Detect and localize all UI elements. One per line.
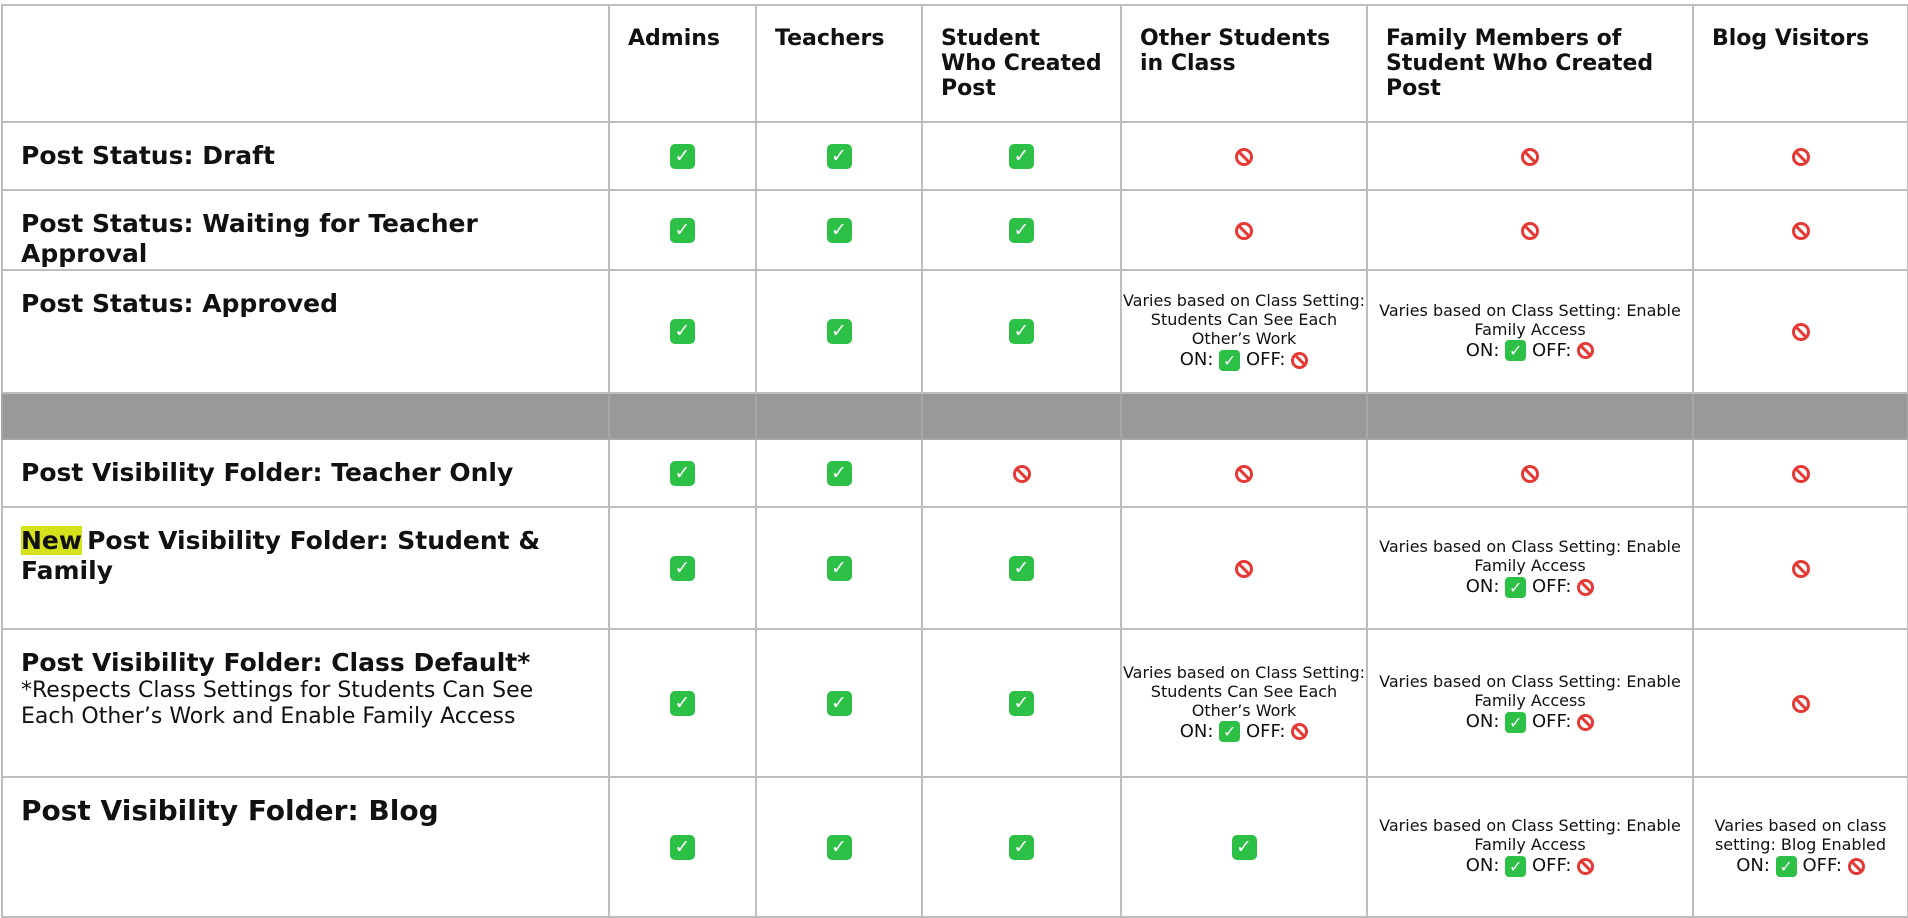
cell-other-students [1121,439,1367,507]
prohibited-icon [1792,148,1810,166]
cell-blog-visitors [1693,439,1908,507]
prohibited-icon [1235,148,1253,166]
header-blank [2,5,609,122]
check-icon: ✓ [1009,691,1034,716]
on-label: ON: [1465,711,1500,732]
check-icon: ✓ [827,556,852,581]
check-icon: ✓ [1776,856,1797,877]
row-title: Post Visibility Folder: Teacher Only [21,458,514,487]
table-row [2,190,1908,270]
varies-note: Varies based on Class Setting: Enable Family Access [1379,816,1681,854]
check-icon: ✓ [827,218,852,243]
separator-cell [2,393,609,439]
separator-cell [1367,393,1693,439]
cell-admins [609,439,756,507]
check-icon: ✓ [1505,577,1526,598]
check-icon: ✓ [1505,856,1526,877]
prohibited-icon [1521,465,1539,483]
prohibited-icon [1792,222,1810,240]
separator-cell [756,393,922,439]
separator-cell [609,393,756,439]
on-off-legend [1694,854,1907,878]
check-icon: ✓ [670,556,695,581]
row-title: Post Visibility Folder: Blog [21,794,439,827]
cell-blog-visitors [1693,122,1908,190]
cell-blog-visitors [1693,629,1908,777]
separator-row [2,393,1908,439]
check-icon: ✓ [1009,218,1034,243]
row-label [2,439,609,507]
check-icon: ✓ [670,144,695,169]
cell-blog-visitors [1693,270,1908,393]
check-icon: ✓ [827,691,852,716]
row-label [2,122,609,190]
check-icon: ✓ [1219,350,1240,371]
on-off-legend [1122,720,1366,744]
header-family-members: Family Members of Student Who Created Post [1367,5,1693,122]
row-title: Post Visibility Folder: Student & Family [21,526,541,585]
off-label: OFF: [1531,576,1572,597]
off-label: OFF: [1531,855,1572,876]
cell-family-members [1367,122,1693,190]
cell-other-students [1121,122,1367,190]
table-row [2,629,1908,777]
prohibited-icon [1521,222,1539,240]
check-icon: ✓ [670,835,695,860]
cell-family-members [1367,270,1693,393]
row-label [2,777,609,917]
varies-note: Varies based on Class Setting: Enable Family Access [1379,537,1681,575]
varies-note: Varies based on Class Setting: Students Can See Each Other’s Work [1122,662,1366,720]
separator-cell [922,393,1121,439]
off-label: OFF: [1245,720,1286,742]
header-teachers: Teachers [756,5,922,122]
on-label: ON: [1465,339,1500,361]
check-icon: ✓ [1219,721,1240,742]
separator-cell [1693,393,1908,439]
check-icon: ✓ [827,144,852,169]
row-label [2,629,609,777]
off-label: OFF: [1531,339,1572,361]
row-label [2,270,609,393]
cell-family-members [1367,507,1693,629]
cell-blog-visitors [1693,190,1908,270]
cell-student-creator [922,507,1121,629]
prohibited-icon [1291,723,1308,740]
prohibited-icon [1235,465,1253,483]
row-title: Post Status: Draft [21,141,275,170]
cell-student-creator [922,270,1121,393]
header-student-creator: Student Who Created Post [922,5,1121,122]
check-icon: ✓ [827,319,852,344]
cell-other-students [1121,777,1367,917]
prohibited-icon [1792,465,1810,483]
cell-blog-visitors [1693,777,1908,917]
cell-teachers [756,507,922,629]
prohibited-icon [1577,579,1594,596]
new-badge: New [21,526,82,555]
varies-note: Varies based on Class Setting: Enable Family Access [1379,672,1681,710]
row-label [2,190,609,270]
cell-student-creator [922,439,1121,507]
cell-student-creator [922,629,1121,777]
varies-note: Varies based on Class Setting: Enable Family Access [1379,300,1681,339]
check-icon: ✓ [670,218,695,243]
off-label: OFF: [1802,855,1842,876]
on-label: ON: [1465,576,1500,597]
cell-other-students [1121,190,1367,270]
prohibited-icon [1577,714,1594,731]
prohibited-icon [1577,858,1594,875]
cell-family-members [1367,439,1693,507]
check-icon: ✓ [1505,712,1526,733]
on-label: ON: [1465,855,1500,876]
cell-teachers [756,629,922,777]
row-label [2,507,609,629]
cell-admins [609,777,756,917]
on-off-legend [1368,854,1692,878]
varies-note: Varies based on Class Setting: Students Can See Each Other’s Work [1122,291,1366,348]
check-icon: ✓ [1232,835,1257,860]
cell-teachers [756,122,922,190]
on-off-legend [1368,339,1692,363]
check-icon: ✓ [827,461,852,486]
cell-admins [609,629,756,777]
prohibited-icon [1521,148,1539,166]
check-icon: ✓ [1009,835,1034,860]
off-label: OFF: [1531,711,1572,732]
cell-other-students [1121,507,1367,629]
cell-admins [609,122,756,190]
prohibited-icon [1792,695,1810,713]
header-blog-visitors: Blog Visitors [1693,5,1908,122]
prohibited-icon [1792,323,1810,341]
off-label: OFF: [1245,349,1286,370]
cell-family-members [1367,629,1693,777]
prohibited-icon [1291,352,1308,369]
check-icon: ✓ [1505,340,1526,361]
table-row [2,122,1908,190]
cell-teachers [756,439,922,507]
check-icon: ✓ [670,691,695,716]
check-icon: ✓ [1009,319,1034,344]
cell-teachers [756,777,922,917]
table-row [2,507,1908,629]
prohibited-icon [1235,222,1253,240]
on-label: ON: [1736,855,1770,876]
cell-teachers [756,190,922,270]
cell-admins [609,190,756,270]
prohibited-icon [1235,560,1253,578]
header-other-students: Other Students in Class [1121,5,1367,122]
on-off-legend [1368,710,1692,734]
check-icon: ✓ [827,835,852,860]
cell-student-creator [922,190,1121,270]
cell-teachers [756,270,922,393]
on-label: ON: [1179,349,1214,370]
cell-admins [609,270,756,393]
prohibited-icon [1013,465,1031,483]
on-off-legend [1368,575,1692,599]
cell-student-creator [922,122,1121,190]
header-row [2,5,1908,122]
row-title: Post Visibility Folder: Class Default* [21,648,531,677]
row-title: Post Status: Approved [21,289,338,318]
table-row [2,270,1908,393]
prohibited-icon [1848,858,1865,875]
check-icon: ✓ [670,461,695,486]
cell-family-members [1367,190,1693,270]
on-off-legend [1122,348,1366,372]
cell-admins [609,507,756,629]
permissions-table [1,4,1908,918]
check-icon: ✓ [1009,144,1034,169]
varies-note: Varies based on class setting: Blog Enabled [1714,816,1887,854]
row-note: *Respects Class Settings for Students Can See Each Other’s Work and Enable Family Access [21,678,534,729]
cell-blog-visitors [1693,507,1908,629]
table-row [2,439,1908,507]
check-icon: ✓ [1009,556,1034,581]
header-admins: Admins [609,5,756,122]
cell-other-students [1121,270,1367,393]
cell-other-students [1121,629,1367,777]
check-icon: ✓ [670,319,695,344]
separator-cell [1121,393,1367,439]
table-row [2,777,1908,917]
on-label: ON: [1179,720,1214,742]
cell-family-members [1367,777,1693,917]
prohibited-icon [1577,342,1594,359]
row-title: Post Status: Waiting for Teacher Approval [21,209,478,268]
prohibited-icon [1792,560,1810,578]
cell-student-creator [922,777,1121,917]
